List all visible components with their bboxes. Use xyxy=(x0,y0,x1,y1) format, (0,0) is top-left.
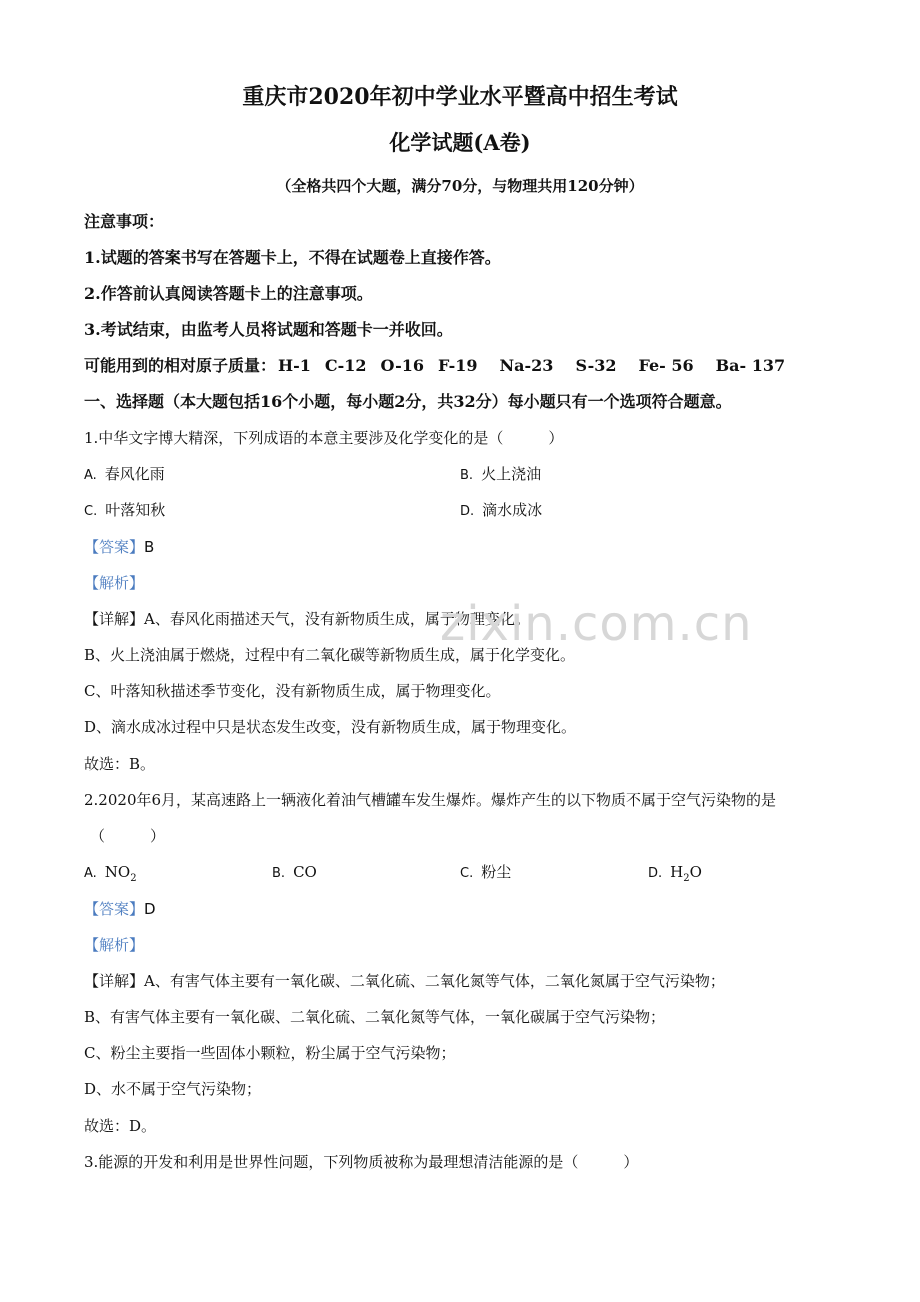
answer-tag: 【答案】 xyxy=(84,538,145,556)
atomic-mass-line xyxy=(84,355,785,377)
answer-tag: 【答案】 xyxy=(84,900,145,918)
analysis-tag: 【解析】 xyxy=(84,574,145,592)
answer-value: B xyxy=(144,538,155,556)
question-stem: 2.2020年6月，某高速路上一辆液化着油气槽罐车发生爆炸。爆炸产生的以下物质不属于空气污染物的是 xyxy=(84,791,777,809)
atomic-mass: Fe- 56 xyxy=(638,356,694,375)
section-heading: 一、选择题（本大题包括16个小题，每小题2分，共32分）每小题只有一个选项符合题意。 xyxy=(84,392,732,411)
answer-line xyxy=(84,537,154,557)
atomic-mass: H-1 xyxy=(278,356,311,375)
analysis-detail: B、火上浇油属于燃烧，过程中有二氧化碳等新物质生成，属于化学变化。 xyxy=(84,646,576,664)
atomic-mass: Ba- 137 xyxy=(715,356,786,375)
question-stem: 1.中华文字博大精深，下列成语的本意主要涉及化学变化的是（ ） xyxy=(84,429,564,447)
analysis-tag: 【解析】 xyxy=(84,936,145,954)
analysis-detail: D、水不属于空气污染物； xyxy=(84,1080,262,1098)
instructions-heading: 注意事项： xyxy=(84,212,165,231)
option-c: C. 叶落知秋 xyxy=(84,501,166,519)
watermark: zixin.com.cn xyxy=(440,596,753,652)
analysis-detail: D、滴水成冰过程中只是状态发生改变，没有新物质生成，属于物理变化。 xyxy=(84,718,577,736)
atomic-mass: S-32 xyxy=(575,356,617,375)
analysis-detail: 【详解】A、有害气体主要有一氧化碳、二氧化硫、二氧化氮等气体，二氧化氮属于空气污染物； xyxy=(84,972,725,990)
page-subtitle: 化学试题(A卷) xyxy=(389,130,531,155)
analysis-detail: C、粉尘主要指一些固体小颗粒，粉尘属于空气污染物； xyxy=(84,1044,456,1062)
answer-value: D xyxy=(144,900,156,918)
option-b: B. 火上浇油 xyxy=(460,465,542,483)
atomic-mass: F-19 xyxy=(437,356,478,375)
analysis-detail: B、有害气体主要有一氧化碳、二氧化硫、二氧化氮等气体，一氧化碳属于空气污染物； xyxy=(84,1008,666,1026)
option-a: A. 春风化雨 xyxy=(84,465,165,483)
atomic-mass: C-12 xyxy=(324,356,367,375)
instruction-item: 1.试题的答案书写在答题卡上，不得在试题卷上直接作答。 xyxy=(84,248,501,267)
option-d: D. $H_2O$ xyxy=(648,863,702,884)
instruction-item: 3.考试结束，由监考人员将试题和答题卡一并收回。 xyxy=(84,320,453,339)
question-stem: 3.能源的开发和利用是世界性问题，下列物质被称为最理想清洁能源的是（ ） xyxy=(84,1153,639,1171)
option-d: D. 滴水成冰 xyxy=(460,501,543,519)
answer-line xyxy=(84,899,156,919)
analysis-detail: 【详解】A、春风化雨描述天气，没有新物质生成，属于物理变化。 xyxy=(84,610,530,628)
instruction-item: 2.作答前认真阅读答题卡上的注意事项。 xyxy=(84,284,373,303)
conclusion: 故选：D。 xyxy=(84,1117,157,1135)
analysis-detail: C、叶落知秋描述季节变化，没有新物质生成，属于物理变化。 xyxy=(84,682,501,700)
atomic-mass: Na-23 xyxy=(499,356,554,375)
option-a: A. $NO_2$ xyxy=(84,863,137,884)
conclusion: 故选：B。 xyxy=(84,755,156,773)
option-c: C. 粉尘 xyxy=(460,863,512,881)
page-title: 重庆市2020年初中学业水平暨高中招生考试 xyxy=(242,84,678,110)
question-stem-cont: （ ） xyxy=(90,827,166,845)
atomic-mass: O-16 xyxy=(380,356,424,375)
exam-note: （全格共四个大题，满分70分，与物理共用120分钟） xyxy=(276,177,644,195)
option-b: B. CO xyxy=(272,863,317,881)
atomic-mass-label: 可能用到的相对原子质量： xyxy=(84,356,277,375)
